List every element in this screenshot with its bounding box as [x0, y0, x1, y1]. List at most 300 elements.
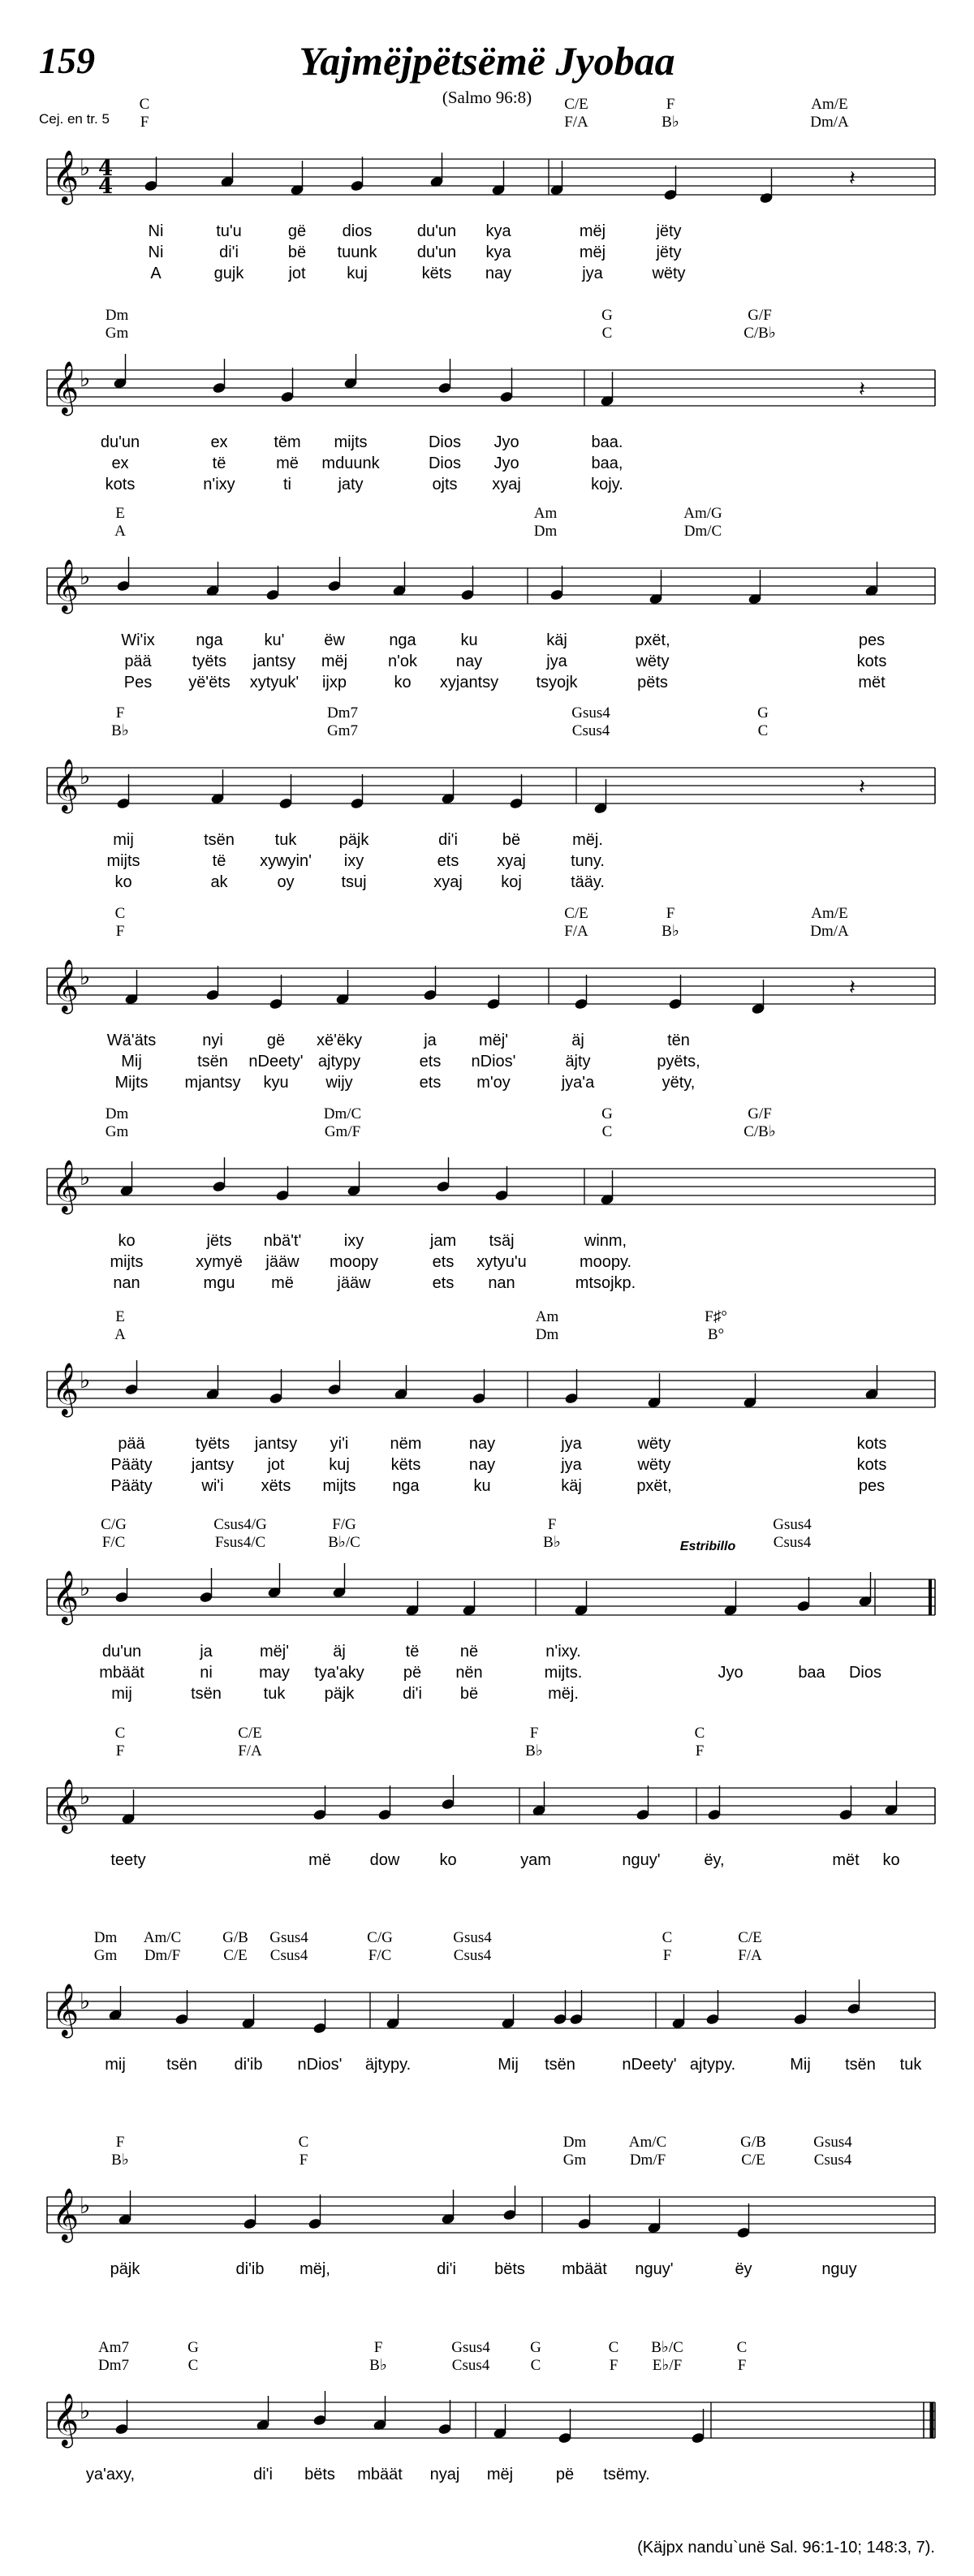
lyric-syllable: jya: [561, 1456, 582, 1474]
lyric-syllable: jääw: [265, 1253, 300, 1271]
lyric-syllable: Jyo: [493, 454, 519, 472]
chord-symbol: B♭: [525, 1742, 543, 1760]
lyric-syllable: xyaj: [433, 873, 463, 891]
lyric-syllable: wëty: [637, 1456, 671, 1474]
lyric-syllable: äj: [333, 1643, 346, 1661]
staff-system: [47, 1105, 935, 1292]
lyric-syllable: du'un: [416, 243, 457, 261]
chord-symbol: A: [114, 523, 126, 540]
lyric-syllable: Pääty: [110, 1477, 153, 1495]
chord-symbol: Dm: [562, 2134, 587, 2151]
treble-clef-icon: 𝄞: [52, 959, 80, 1012]
lyric-syllable: ëy: [735, 2260, 752, 2278]
treble-clef-icon: 𝄞: [52, 1363, 80, 1415]
lyric-syllable: jaty: [338, 476, 364, 493]
lyric-syllable: tsäj: [489, 1232, 515, 1250]
lyric-syllable: ex: [210, 433, 228, 451]
lyric-syllable: tu'u: [216, 222, 242, 240]
chord-symbol: G: [530, 2339, 541, 2356]
chord-symbol: Dm7: [327, 704, 358, 722]
time-signature: 4: [97, 174, 114, 199]
lyric-syllable: kya: [485, 243, 511, 261]
lyric-syllable: koj: [501, 873, 522, 891]
chord-symbol: Gsus4: [453, 1929, 492, 1946]
chord-symbol: F/A: [564, 114, 588, 131]
lyric-syllable: mbäät: [562, 2260, 607, 2278]
lyric-syllable: nëm: [390, 1435, 422, 1453]
lyric-syllable: tuk: [263, 1685, 286, 1703]
chord-symbol: Am/C: [143, 1929, 182, 1946]
lyric-syllable: bë: [287, 243, 307, 261]
lyric-syllable: winm,: [584, 1232, 627, 1250]
lyric-syllable: dow: [369, 1851, 400, 1869]
staff-system: [47, 505, 935, 691]
lyric-syllable: tsën: [191, 1685, 222, 1703]
lyric-syllable: mëj: [579, 243, 606, 261]
lyric-syllable: wi'i: [201, 1477, 224, 1495]
chord-symbol: G/F: [748, 307, 772, 324]
treble-clef-icon: 𝄞: [52, 759, 80, 812]
lyric-syllable: ko: [882, 1851, 900, 1869]
lyric-syllable: kots: [856, 1435, 887, 1453]
chord-symbol: F: [299, 2152, 308, 2169]
staff-system: [47, 2134, 935, 2278]
lyric-syllable: mij: [113, 831, 134, 849]
lyric-syllable: xyaj: [492, 476, 521, 493]
lyric-syllable: nga: [389, 631, 416, 649]
lyric-syllable: Pääty: [110, 1456, 153, 1474]
lyric-syllable: wëty: [652, 265, 686, 282]
chord-symbol: Gm: [562, 2152, 587, 2169]
lyric-syllable: ya'axy,: [85, 2466, 136, 2483]
staff-system: [47, 704, 935, 891]
lyric-syllable: yëty,: [662, 1074, 696, 1092]
lyric-syllable: nga: [196, 631, 223, 649]
lyric-syllable: n'ok: [387, 653, 418, 670]
lyric-syllable: nay: [455, 653, 483, 670]
chord-symbol: C: [530, 2357, 541, 2374]
lyric-syllable: mtsojkp.: [575, 1274, 636, 1292]
chord-symbol: Dm: [105, 1105, 129, 1122]
lyric-syllable: ko: [114, 873, 132, 891]
lyric-syllable: käj: [546, 631, 567, 649]
lyric-syllable: ja: [424, 1032, 437, 1049]
lyric-syllable: jya: [561, 1435, 582, 1453]
chord-symbol: B♭: [111, 722, 129, 739]
chord-symbol: C/B♭: [743, 325, 776, 342]
chord-symbol: Csus4: [451, 2357, 490, 2374]
chord-symbol: C: [608, 2339, 619, 2356]
lyric-syllable: ko: [439, 1851, 457, 1869]
chord-symbol: Csus4: [571, 722, 610, 739]
lyric-syllable: jëty: [656, 243, 682, 261]
lyric-syllable: këts: [390, 1456, 421, 1474]
lyric-syllable: ku: [473, 1477, 491, 1495]
hymn-title: Yajmëjpëtsëmë Jyobaa: [299, 38, 675, 84]
lyric-syllable: mijts: [334, 433, 368, 451]
chord-symbol: C: [601, 325, 613, 342]
lyric-syllable: ixy: [343, 852, 364, 870]
chord-symbol: F: [115, 1742, 125, 1760]
lyric-syllable: yi'i: [330, 1435, 349, 1453]
chord-symbol: Gm7: [327, 722, 358, 739]
lyric-syllable: mëj: [321, 653, 348, 670]
lyric-syllable: tsën: [545, 2056, 575, 2074]
lyric-syllable: jya'a: [561, 1074, 595, 1092]
chord-symbol: Gsus4: [269, 1929, 308, 1946]
staff-system: [47, 96, 935, 282]
key-signature-flat-icon: ♭: [80, 365, 91, 392]
treble-clef-icon: 𝄞: [52, 2393, 80, 2446]
lyric-syllable: ets: [432, 1253, 455, 1271]
lyric-syllable: nDeety': [248, 1053, 304, 1070]
chord-symbol: F: [547, 1516, 557, 1533]
chord-symbol: F: [115, 704, 125, 722]
lyric-syllable: Mij: [790, 2056, 811, 2074]
lyric-syllable: xywyin': [260, 852, 312, 870]
rest-icon: 𝄽: [849, 976, 855, 1000]
lyric-syllable: äjty: [565, 1053, 591, 1070]
lyric-syllable: du'un: [416, 222, 457, 240]
lyric-syllable: mgu: [203, 1274, 235, 1292]
lyric-syllable: mëj': [478, 1032, 509, 1049]
lyric-syllable: më: [308, 1851, 331, 1869]
chord-symbol: Dm: [105, 307, 129, 324]
lyric-syllable: mijts: [110, 1253, 144, 1271]
lyric-syllable: Ni: [148, 243, 164, 261]
chord-symbol: B♭: [662, 923, 679, 940]
chord-symbol: C: [757, 722, 769, 739]
lyric-syllable: ak: [210, 873, 228, 891]
chord-symbol: F♯°: [705, 1308, 727, 1325]
lyric-syllable: nDios': [471, 1053, 516, 1070]
chord-symbol: Am: [535, 1308, 559, 1325]
treble-clef-icon: 𝄞: [52, 1160, 80, 1213]
treble-clef-icon: 𝄞: [52, 1984, 80, 2036]
lyric-syllable: bëts: [494, 2260, 525, 2278]
chord-symbol: Am/G: [683, 505, 722, 522]
lyric-syllable: jot: [267, 1456, 285, 1474]
lyric-syllable: päjk: [324, 1685, 355, 1703]
lyric-syllable: m'oy: [476, 1074, 511, 1092]
chord-symbol: F: [662, 1947, 672, 1964]
chord-symbol: C: [187, 2357, 199, 2374]
lyric-syllable: Dios: [428, 433, 462, 451]
scripture-reference: (Käjpx nandu`unë Sal. 96:1-10; 148:3, 7).: [637, 2539, 935, 2557]
lyric-syllable: nga: [392, 1477, 420, 1495]
staff-system: [47, 1929, 935, 2074]
hymn-subtitle: (Salmo 96:8): [442, 88, 532, 107]
chord-symbol: G/B: [222, 1929, 248, 1946]
lyric-syllable: Jyo: [493, 433, 519, 451]
lyric-syllable: nay: [485, 265, 512, 282]
lyric-syllable: ku': [264, 631, 285, 649]
chord-symbol: F/C: [368, 1947, 392, 1964]
chord-symbol: Gsus4: [571, 704, 610, 722]
lyric-syllable: tuny.: [571, 852, 605, 870]
lyric-syllable: du'un: [100, 433, 140, 451]
chord-symbol: C: [694, 1725, 705, 1742]
chord-symbol: C: [114, 905, 126, 922]
lyric-syllable: pää: [118, 1435, 145, 1453]
lyric-syllable: mbäät: [357, 2466, 403, 2483]
key-signature-flat-icon: ♭: [80, 2397, 91, 2424]
chord-symbol: Gsus4: [451, 2339, 490, 2356]
lyric-syllable: tääy.: [571, 873, 605, 891]
lyric-syllable: mbäät: [99, 1664, 144, 1682]
lyric-syllable: ëy,: [704, 1851, 725, 1869]
key-signature-flat-icon: ♭: [80, 1574, 91, 1601]
lyric-syllable: ajtypy: [317, 1053, 361, 1070]
chord-symbol: Gm: [105, 1123, 129, 1140]
lyric-syllable: mijts.: [544, 1664, 583, 1682]
lyric-syllable: jëts: [206, 1232, 232, 1250]
chord-symbol: B♭: [369, 2357, 387, 2374]
chord-symbol: Am: [533, 505, 558, 522]
lyric-syllable: nan: [488, 1274, 515, 1292]
lyric-syllable: xytyu'u: [476, 1253, 527, 1271]
lyric-syllable: jya: [546, 653, 567, 670]
lyric-syllable: tën: [667, 1032, 690, 1049]
lyric-syllable: n'ixy: [203, 476, 235, 493]
chord-symbol: C: [736, 2339, 748, 2356]
treble-clef-icon: 𝄞: [52, 1570, 80, 1623]
lyric-syllable: gë: [287, 222, 307, 240]
chord-symbol: C/E: [238, 1725, 262, 1742]
lyric-syllable: dios: [342, 222, 373, 240]
lyric-syllable: oy: [277, 873, 295, 891]
chord-symbol: F: [737, 2357, 747, 2374]
lyric-syllable: Jyo: [718, 1664, 743, 1682]
staff-system: [47, 307, 935, 493]
staff-system: [47, 2339, 935, 2483]
lyric-syllable: mij: [105, 2056, 126, 2074]
lyric-syllable: kuj: [347, 265, 368, 282]
chord-symbol: F/A: [238, 1742, 262, 1760]
lyric-syllable: mëj: [579, 222, 606, 240]
chord-symbol: Dm/F: [144, 1947, 181, 1964]
chord-symbol: G/B: [740, 2134, 766, 2151]
rest-icon: 𝄽: [859, 377, 865, 402]
lyric-syllable: gujk: [213, 265, 244, 282]
lyric-syllable: pë: [555, 2466, 575, 2483]
lyric-syllable: nan: [113, 1274, 140, 1292]
key-signature-flat-icon: ♭: [80, 154, 91, 181]
lyric-syllable: Pes: [123, 674, 153, 691]
chord-symbol: Csus4: [813, 2152, 852, 2169]
lyric-syllable: ku: [460, 631, 478, 649]
lyric-syllable: ëw: [324, 631, 345, 649]
lyric-syllable: nguy': [622, 1851, 661, 1869]
lyric-syllable: tsën: [204, 831, 235, 849]
lyric-syllable: ex: [111, 454, 129, 472]
chord-symbol: C: [298, 2134, 309, 2151]
chord-symbol: G: [757, 704, 769, 722]
lyric-syllable: Ni: [148, 222, 164, 240]
chord-symbol: F: [529, 1725, 539, 1742]
lyric-syllable: ets: [419, 1074, 442, 1092]
lyric-syllable: të: [405, 1643, 420, 1661]
staff-system: [47, 1725, 935, 1869]
lyric-syllable: tsëmy.: [603, 2466, 650, 2483]
lyric-syllable: mëj.: [548, 1685, 579, 1703]
lyric-syllable: tsën: [166, 2056, 197, 2074]
lyric-syllable: mijts: [322, 1477, 356, 1495]
chord-symbol: Fsus4/C: [214, 1534, 266, 1551]
lyric-syllable: kyu: [263, 1074, 289, 1092]
time-signature: 4: [97, 157, 114, 181]
lyric-syllable: jantsy: [191, 1456, 235, 1474]
lyric-syllable: xyaj: [497, 852, 526, 870]
chord-symbol: F/C: [101, 1534, 126, 1551]
chord-symbol: Csus4: [773, 1534, 812, 1551]
chord-symbol: Csus4: [453, 1947, 492, 1964]
chord-symbol: Dm/A: [810, 923, 849, 940]
lyric-syllable: pää: [124, 653, 152, 670]
chord-symbol: Am7: [98, 2339, 129, 2356]
lyric-syllable: xyjantsy: [439, 674, 499, 691]
hymn-number: 159: [39, 40, 95, 81]
lyric-syllable: nyaj: [429, 2466, 460, 2483]
lyric-syllable: di'i: [219, 243, 239, 261]
lyric-syllable: di'i: [253, 2466, 273, 2483]
chord-symbol: C: [114, 1725, 126, 1742]
lyric-syllable: wëty: [636, 653, 670, 670]
lyric-syllable: ets: [437, 852, 459, 870]
lyric-syllable: në: [459, 1643, 479, 1661]
lyric-syllable: kots: [856, 1456, 887, 1474]
lyric-syllable: ti: [283, 476, 291, 493]
lyric-syllable: baa: [798, 1664, 825, 1682]
chord-symbol: B°: [707, 1326, 725, 1343]
estribillo-label: Estribillo: [679, 1540, 736, 1553]
chord-symbol: F: [609, 2357, 618, 2374]
chord-symbol: B♭/C: [651, 2339, 683, 2356]
treble-clef-icon: 𝄞: [52, 2188, 80, 2241]
chord-symbol: B♭: [662, 114, 679, 131]
lyric-syllable: äjtypy.: [364, 2056, 412, 2074]
lyric-syllable: baa,: [591, 454, 623, 472]
lyric-syllable: bëts: [304, 2466, 335, 2483]
key-signature-flat-icon: ♭: [80, 563, 91, 590]
chord-symbol: C/E: [738, 1929, 762, 1946]
lyric-syllable: ets: [432, 1274, 455, 1292]
chord-symbol: F: [695, 1742, 705, 1760]
lyric-syllable: Mij: [498, 2056, 519, 2074]
lyric-syllable: tuk: [899, 2056, 922, 2074]
chord-symbol: F/G: [332, 1516, 356, 1533]
key-signature-flat-icon: ♭: [80, 1164, 91, 1191]
lyric-syllable: pë: [403, 1664, 422, 1682]
lyric-syllable: ixy: [343, 1232, 364, 1250]
chord-symbol: E: [115, 1308, 125, 1325]
key-signature-flat-icon: ♭: [80, 2192, 91, 2219]
chord-symbol: F: [666, 905, 675, 922]
lyric-syllable: wëty: [637, 1435, 671, 1453]
lyric-syllable: ko: [118, 1232, 136, 1250]
lyric-syllable: xëts: [261, 1477, 291, 1495]
lyric-syllable: tya'aky: [314, 1664, 364, 1682]
lyric-syllable: mij: [111, 1685, 132, 1703]
lyric-syllable: moopy.: [579, 1253, 632, 1271]
lyric-syllable: yë'ëts: [188, 674, 231, 691]
lyric-syllable: ets: [419, 1053, 442, 1070]
chord-symbol: Am/E: [811, 96, 848, 113]
chord-symbol: Dm: [535, 1326, 559, 1343]
lyric-syllable: ni: [200, 1664, 213, 1682]
lyric-syllable: du'un: [101, 1643, 142, 1661]
lyric-syllable: tuunk: [337, 243, 377, 261]
lyric-syllable: mët: [858, 674, 886, 691]
lyric-syllable: may: [259, 1664, 290, 1682]
chord-symbol: Dm7: [98, 2357, 129, 2374]
chord-symbol: F/A: [738, 1947, 762, 1964]
lyric-syllable: jya: [582, 265, 603, 282]
chord-symbol: F: [115, 923, 125, 940]
lyric-syllable: A: [150, 265, 162, 282]
lyric-syllable: tëm: [274, 433, 301, 451]
chord-symbol: Am/E: [811, 905, 848, 922]
lyric-syllable: jantsy: [254, 1435, 298, 1453]
lyric-syllable: di'i: [437, 2260, 456, 2278]
lyric-syllable: tsën: [197, 1053, 228, 1070]
chord-symbol: F: [140, 114, 149, 131]
lyric-syllable: mduunk: [321, 454, 380, 472]
lyric-syllable: këts: [421, 265, 452, 282]
chord-symbol: Csus4/G: [213, 1516, 267, 1533]
lyric-syllable: nguy: [821, 2260, 857, 2278]
chord-symbol: C: [139, 96, 150, 113]
lyric-syllable: pxët,: [636, 1477, 672, 1495]
treble-clef-icon: 𝄞: [52, 559, 80, 612]
lyric-syllable: kya: [485, 222, 511, 240]
lyric-syllable: moopy: [329, 1253, 379, 1271]
key-signature-flat-icon: ♭: [80, 1988, 91, 2014]
chord-symbol: C/E: [223, 1947, 248, 1964]
staff-system: [47, 1308, 935, 1495]
chord-symbol: Gm: [105, 325, 129, 342]
key-signature-flat-icon: ♭: [80, 1783, 91, 1810]
lyric-syllable: di'i: [403, 1685, 422, 1703]
chord-symbol: G/F: [748, 1105, 772, 1122]
lyric-syllable: mëj,: [300, 2260, 330, 2278]
treble-clef-icon: 𝄞: [52, 1779, 80, 1832]
lyric-syllable: n'ixy.: [545, 1643, 581, 1661]
lyric-syllable: kots: [856, 653, 887, 670]
lyric-syllable: pyëts,: [657, 1053, 700, 1070]
lyric-syllable: yam: [520, 1851, 551, 1869]
lyric-syllable: jantsy: [252, 653, 296, 670]
tempo-mark: Cej. en tr. 5: [39, 111, 110, 127]
lyric-syllable: di'ib: [235, 2260, 265, 2278]
lyric-syllable: jääw: [337, 1274, 371, 1292]
lyric-syllable: ja: [200, 1643, 213, 1661]
lyric-syllable: tuk: [274, 831, 297, 849]
lyric-syllable: nyi: [202, 1032, 223, 1049]
lyric-syllable: pxët,: [635, 631, 670, 649]
chord-symbol: E: [115, 505, 125, 522]
lyric-syllable: Wä'äts: [106, 1032, 157, 1049]
chord-symbol: Am/C: [628, 2134, 667, 2151]
chord-symbol: F: [666, 96, 675, 113]
chord-symbol: Dm: [533, 523, 558, 540]
lyric-syllable: tsuj: [341, 873, 367, 891]
lyric-syllable: tsën: [845, 2056, 876, 2074]
lyric-syllable: tyëts: [195, 1435, 231, 1453]
lyric-syllable: kuj: [329, 1456, 350, 1474]
lyric-syllable: Mijts: [114, 1074, 149, 1092]
rest-icon: 𝄽: [859, 775, 865, 799]
